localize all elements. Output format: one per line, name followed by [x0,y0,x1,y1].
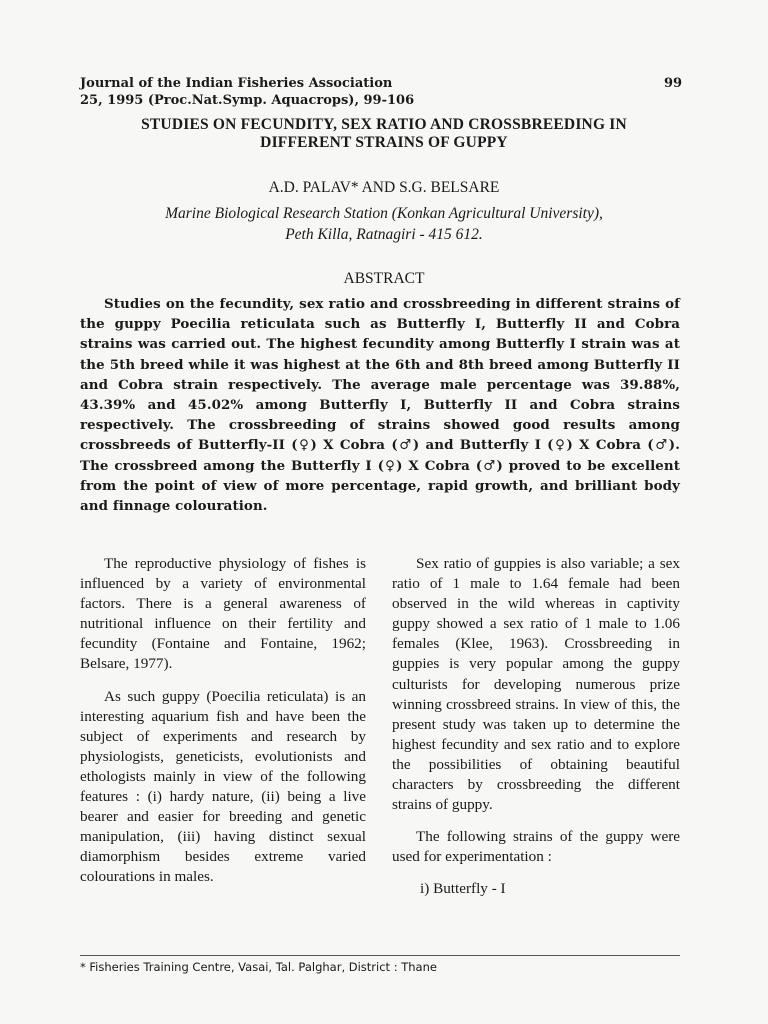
paragraph: Sex ratio of guppies is also variable; a sex ratio of 1 male to 1.64 female had been observed in the wild whereas in captivity guppy showed a sex ratio of 1 male to 1.06 females (Klee, 1963). Crossbreeding in guppies is very popular among the guppy culturists for developing numerous prize winning crossbreed strains. In view of this, the present study was taken up to determine the highest fecundity and sex ratio and to explore the possibilities of obtaining beautiful characters by crossbreeding the different strains of guppy. [392,555,680,814]
affiliation-line2: Peth Killa, Ratnagiri - 415 612. [285,226,483,243]
abstract-text: Studies on the fecundity, sex ratio and crossbreeding in different strains of the guppy Poecilia reticulata such as Butterfly I, Butterfly II and Cobra strains was carried out. The highest fecundity among Butterfly I strain was at the 5th breed while it was highest at the 6th and 8th breed among Butterfly II and Cobra strain respectively. The average male percentage was 39.88%, 43.39% and 45.02% among Butterfly I, Butterfly II and Cobra strains respectively. The crossbreeding of strains showed good results among crossbreeds of Butterfly-II (♀) X Cobra (♂) and Butterfly I (♀) X Cobra (♂). The crossbreed among the Butterfly I (♀) X Cobra (♂) proved to be excellent from the point of view of more percentage, rapid growth, and brilliant body and finnage colouration. [80,296,680,515]
paragraph: The reproductive physiology of fishes is influenced by a variety of environmental factors. There is a general awareness of nutritional influence on their fertility and fecundity (Fontaine and Fontaine, 1962; Belsare, 1977). [80,555,366,673]
abstract-heading: ABSTRACT [343,270,425,287]
footnote-divider [80,955,680,956]
footnote: * Fisheries Training Centre, Vasai, Tal. Palghar, District : Thane [80,960,437,974]
body-column-left [80,554,366,900]
body-column-right [392,554,680,912]
affiliation-line1: Marine Biological Research Station (Konkan Agricultural University), [165,205,603,222]
journal-citation: 25, 1995 (Proc.Nat.Symp. Aquacrops), 99-106 [80,93,415,108]
paragraph: The following strains of the guppy were used for experimentation : [392,828,680,866]
paragraph: As such guppy (Poecilia reticulata) is an interesting aquarium fish and have been the subject of experiments and research by physiologists, geneticists, evolutionists and ethologists mainly in view of the following features : (i) hardy nature, (ii) being a live bearer and easier for breeding and genetic manipulation, (iii) having distinct sexual diamorphism besides extreme varied colourations in males. [80,687,366,886]
journal-name: Journal of the Indian Fisheries Association [80,76,393,91]
paper-title-line2: DIFFERENT STRAINS OF GUPPY [260,134,508,151]
paper-title-line1: STUDIES ON FECUNDITY, SEX RATIO AND CROSSBREEDING IN [141,116,627,133]
page-number: 99 [664,76,683,91]
authors: A.D. PALAV* AND S.G. BELSARE [268,179,500,196]
list-item: i) Butterfly - I [420,880,506,898]
